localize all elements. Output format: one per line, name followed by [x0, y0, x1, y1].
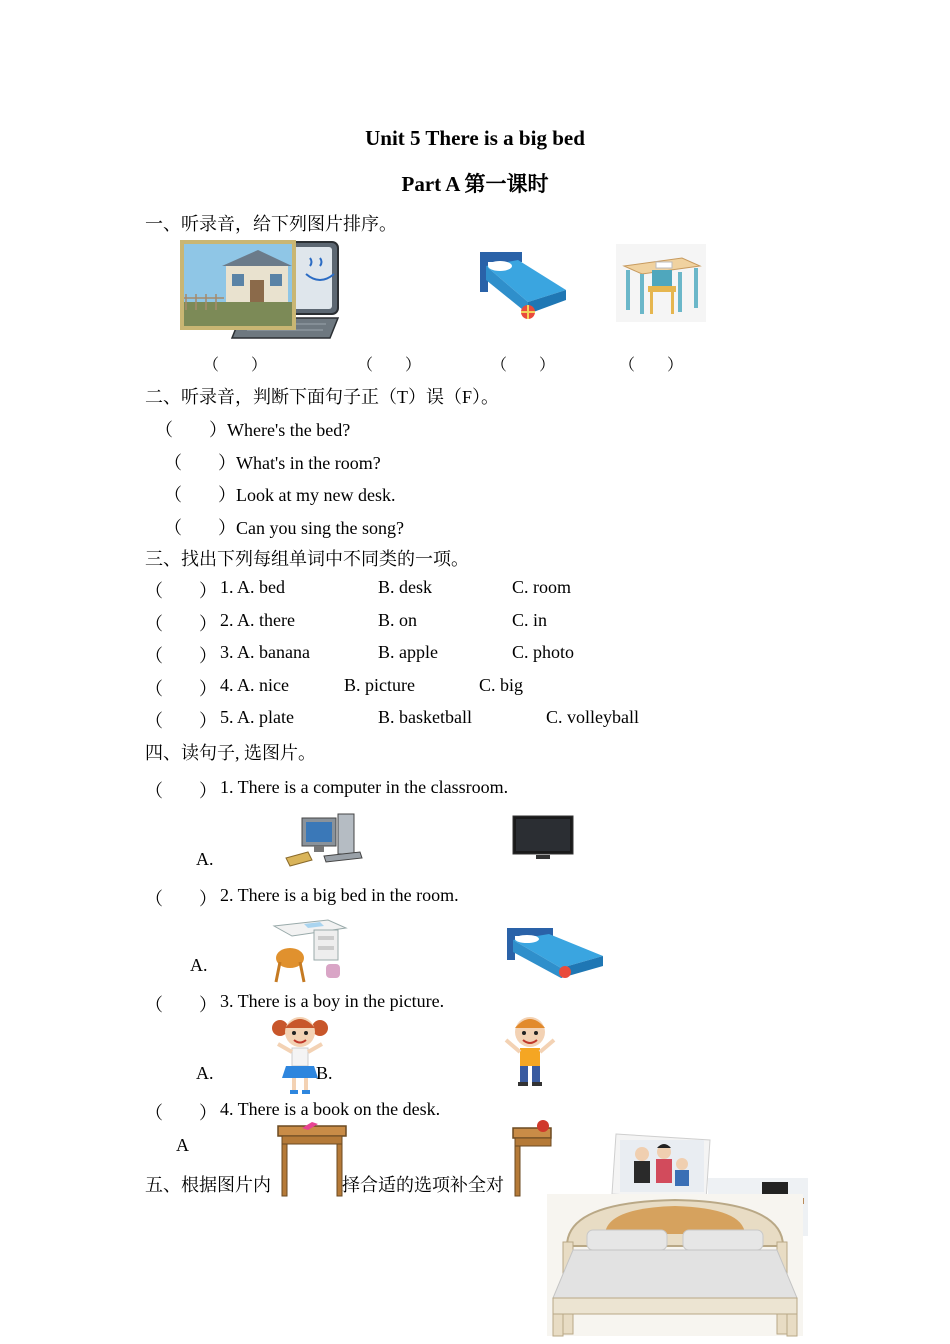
option-b: B. desk: [378, 577, 432, 597]
choice-blank[interactable]: （ ）: [145, 781, 217, 801]
option-a: 5. A. plate: [220, 707, 294, 727]
section-5-heading-right: 择合适的选项补全对: [342, 1175, 504, 1195]
desk-with-ball-picture: [511, 1120, 551, 1198]
sentence: 4. There is a book on the desk.: [220, 1099, 441, 1119]
option-c: C. room: [512, 577, 572, 597]
option-a: 2. A. there: [220, 610, 295, 630]
choice-blank[interactable]: （ ）: [145, 679, 217, 699]
tv-picture: [512, 815, 574, 863]
tf-item: [155, 416, 350, 442]
desktop-computer-picture: [284, 812, 364, 870]
order-blank-4[interactable]: （ ）: [619, 357, 684, 374]
option-a-label: A.: [196, 1063, 214, 1083]
computer-picture: [180, 240, 342, 342]
option-c: C. big: [479, 675, 524, 695]
option-a: 1. A. bed: [220, 577, 285, 597]
option-c: C. in: [512, 610, 548, 630]
sentence: 1. There is a computer in the classroom.: [220, 777, 509, 797]
option-b: B. basketball: [378, 707, 472, 727]
choice-blank[interactable]: （ ）: [145, 646, 217, 666]
section-3-heading: 三、找出下列每组单词中不同类的一项。: [145, 549, 469, 569]
sentence: Where's the bed?: [227, 420, 351, 440]
desk-picture: [264, 918, 348, 986]
option-a-label: A: [176, 1135, 189, 1155]
page-title: Unit 5 There is a big bed: [365, 126, 585, 150]
answer-blank[interactable]: （ ）: [164, 518, 236, 538]
page-subtitle: Part A 第一课时: [401, 172, 549, 196]
tf-item: [164, 514, 404, 540]
choice-blank[interactable]: （ ）: [145, 581, 217, 601]
order-blank-2[interactable]: （ ）: [357, 357, 422, 374]
option-a: 3. A. banana: [220, 642, 310, 662]
family-photo-picture: [612, 1134, 712, 1200]
option-c: C. volleyball: [546, 707, 639, 727]
desk-chair-picture: [616, 244, 706, 322]
section-2-heading: 二、听录音，判断下面句子正（T）误（F）。: [145, 387, 500, 407]
option-a: 4. A. nice: [220, 675, 289, 695]
order-blank-3[interactable]: （ ）: [491, 357, 556, 374]
boy-picture: [500, 1014, 560, 1088]
sentence: 2. There is a big bed in the room.: [220, 885, 459, 905]
section-5-heading-left: 五、根据图片内: [145, 1175, 271, 1195]
option-a-label: A.: [196, 849, 214, 869]
option-b: B. picture: [344, 675, 415, 695]
sentence: Can you sing the song?: [236, 518, 404, 538]
choice-blank[interactable]: （ ）: [145, 711, 217, 731]
choice-blank[interactable]: （ ）: [145, 995, 217, 1015]
option-b: B. on: [378, 610, 418, 630]
desk-with-book-picture: [276, 1120, 348, 1198]
option-b-label: B.: [316, 1063, 333, 1083]
girl-picture: [270, 1012, 330, 1096]
large-bed-picture: [547, 1194, 803, 1336]
choice-blank[interactable]: （ ）: [145, 889, 217, 909]
option-c: C. photo: [512, 642, 575, 662]
bed-picture: [478, 250, 570, 322]
answer-blank[interactable]: （ ）: [155, 420, 227, 440]
section-4-heading: 四、读句子, 选图片。: [145, 743, 316, 763]
tf-item: [164, 481, 395, 507]
big-bed-picture: [505, 926, 605, 982]
order-blank-1[interactable]: （ ）: [203, 357, 268, 374]
sentence: What's in the room?: [236, 453, 381, 473]
answer-blank[interactable]: （ ）: [164, 453, 236, 473]
choice-blank[interactable]: （ ）: [145, 614, 217, 634]
option-b: B. apple: [378, 642, 438, 662]
tf-item: [164, 449, 381, 475]
choice-blank[interactable]: （ ）: [145, 1103, 217, 1123]
option-a-label: A.: [190, 955, 208, 975]
answer-blank[interactable]: （ ）: [164, 485, 236, 505]
section-1-heading: 一、听录音，给下列图片排序。: [145, 214, 397, 234]
sentence: Look at my new desk.: [236, 485, 396, 505]
sentence: 3. There is a boy in the picture.: [220, 991, 445, 1011]
